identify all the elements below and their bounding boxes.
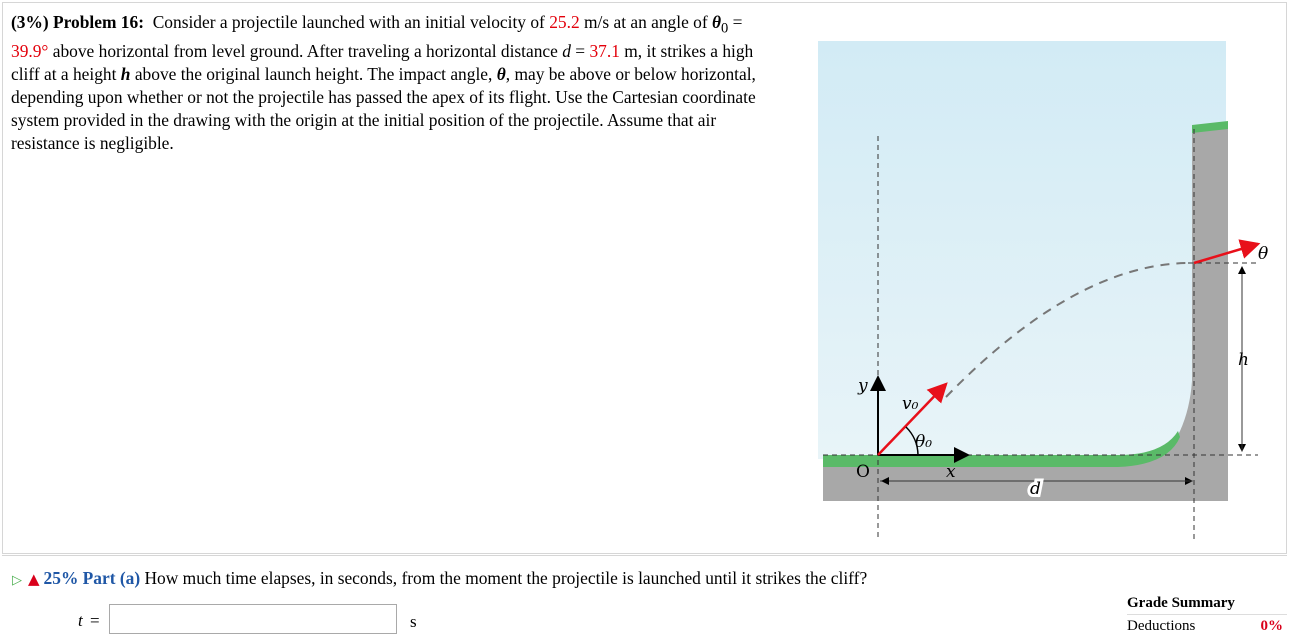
label-theta0: θ₀ bbox=[915, 432, 933, 452]
grade-summary bbox=[1127, 595, 1287, 635]
problem-label: Problem 16: bbox=[53, 12, 144, 32]
expand-arrow-icon[interactable]: ▷ bbox=[12, 573, 22, 588]
deductions-row bbox=[1127, 614, 1287, 635]
problem-text-4: m, it strikes a high cliff at a height bbox=[11, 41, 754, 85]
problem-text-2: m/s at an angle of bbox=[584, 12, 708, 32]
projectile-figure bbox=[818, 41, 1288, 541]
grade-summary-title: Grade Summary bbox=[1127, 595, 1235, 611]
label-d: d bbox=[1030, 479, 1041, 499]
problem-statement bbox=[11, 11, 781, 155]
deductions-value: 0% bbox=[1260, 618, 1283, 634]
velocity-value: 25.2 bbox=[549, 12, 580, 32]
angle-value: 39.9° bbox=[11, 41, 49, 62]
theta0-subscript: 0 bbox=[721, 20, 729, 37]
label-h: h bbox=[1238, 350, 1249, 370]
h-symbol: h bbox=[120, 64, 131, 85]
answer-unit: s bbox=[410, 612, 417, 631]
theta-symbol: θ bbox=[496, 64, 506, 85]
d-symbol: d bbox=[562, 41, 571, 62]
theta0-symbol: θ bbox=[712, 12, 722, 32]
problem-text-6: , may be above or below horizontal, depending upon whether or not the projectile has passed the apex of its flight. Use the Cartesian coordinate system provided in the drawing with the origin at the initial position of the projectile. Assume that air resistance is negligible. bbox=[11, 64, 756, 154]
label-y: y bbox=[858, 376, 868, 396]
part-a-header bbox=[12, 568, 867, 589]
problem-text-3: above horizontal from level ground. After traveling a horizontal distance bbox=[52, 41, 558, 62]
problem-text-1: Consider a projectile launched with an initial velocity of bbox=[152, 12, 545, 32]
label-origin: O bbox=[856, 462, 870, 482]
distance-value: 37.1 bbox=[589, 41, 620, 62]
label-x: x bbox=[946, 462, 956, 482]
problem-panel bbox=[2, 2, 1287, 554]
deductions-label: Deductions bbox=[1127, 618, 1196, 634]
part-a-question: How much time elapses, in seconds, from the moment the projectile is launched until it strikes the cliff? bbox=[144, 568, 868, 588]
answer-variable: t bbox=[78, 611, 83, 630]
problem-weight: (3%) bbox=[11, 12, 49, 32]
warning-icon: ▲ bbox=[28, 570, 40, 588]
sky-background bbox=[818, 41, 1226, 459]
problem-text-5: above the original launch height. The impact angle, bbox=[134, 64, 493, 85]
answer-input[interactable] bbox=[109, 604, 397, 634]
label-theta: θ bbox=[1258, 244, 1269, 264]
part-a-section bbox=[2, 555, 1287, 644]
equals-sign-2: = bbox=[575, 41, 586, 62]
part-a-label: 25% Part (a) bbox=[43, 568, 141, 588]
answer-equals: = bbox=[90, 611, 100, 630]
label-v0: v₀ bbox=[902, 394, 919, 414]
equals-sign-1: = bbox=[732, 12, 743, 32]
